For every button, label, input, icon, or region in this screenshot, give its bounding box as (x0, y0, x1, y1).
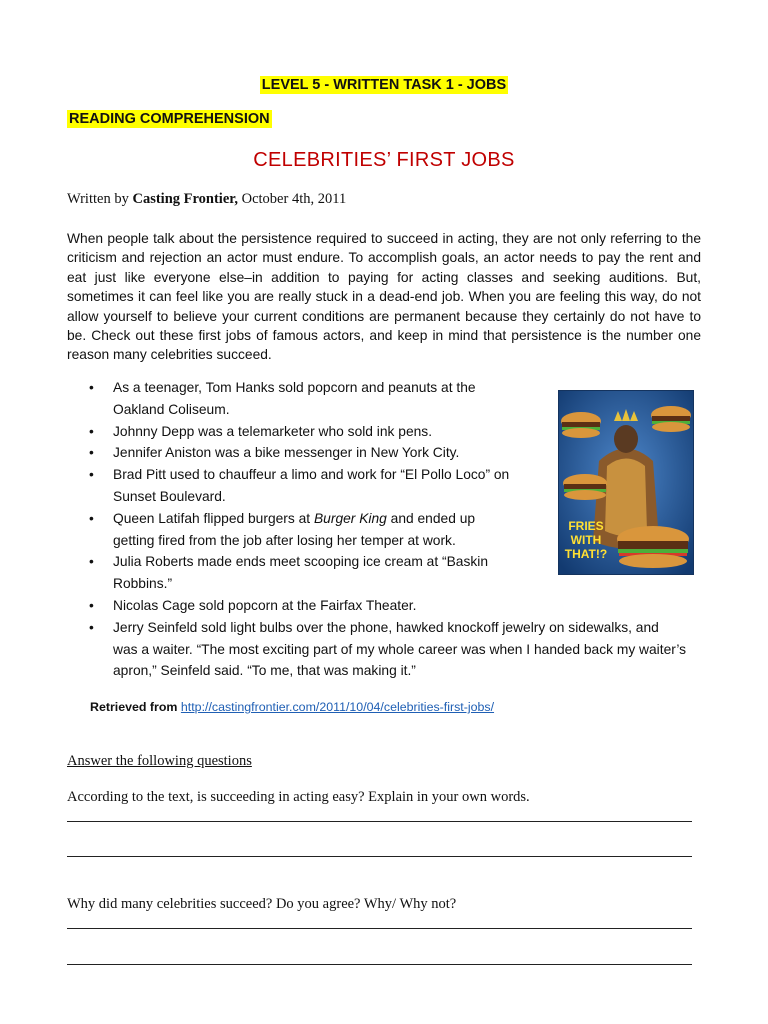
list-item: • Jennifer Aniston was a bike messenger in New York City. (67, 442, 687, 464)
answer-line[interactable] (67, 928, 692, 929)
byline-date: October 4th, 2011 (238, 191, 347, 207)
source-credit (90, 700, 494, 714)
question-1: According to the text, is succeeding in acting easy? Explain in your own words. (67, 789, 530, 805)
bullet-icon: • (89, 423, 94, 439)
bullet-icon: • (89, 554, 94, 570)
burger-ad-image (558, 390, 694, 575)
question-2: Why did many celebrities succeed? Do you agree? Why/ Why not? (67, 896, 457, 912)
intro-paragraph: When people talk about the persistence required to succeed in acting, they are not only referring to the criticism and rejection an actor must endure. To accomplish goals, an actor needs to pay the rent and eat just like everyone else–in addition to paying for acting classes and seeking auditions. But, sometimes it can feel like you are really stuck in a dead-end job. When you are feeling this way, do not allow yourself to believe your current conditions are permanent because they certainly do not have to be. Check out these first jobs of famous actors, and keep in mind that persistence is the number one reason many celebrities succeed. (67, 231, 701, 363)
list-item: • Julia Roberts made ends meet scooping ice cream at “Baskin Robbins.” (67, 551, 687, 595)
bullet-icon: • (89, 445, 94, 461)
bullet-icon: • (89, 510, 94, 526)
answer-line[interactable] (67, 821, 692, 822)
bullet-icon: • (89, 619, 94, 635)
source-label: Retrieved from (90, 700, 181, 714)
page-title: CELEBRITIES’ FIRST JOBS (253, 149, 515, 171)
bullet-icon: • (89, 597, 94, 613)
answer-line[interactable] (67, 856, 692, 857)
source-link[interactable]: http://castingfrontier.com/2011/10/04/celebrities-first-jobs/ (180, 700, 495, 714)
list-item: • Johnny Depp was a telemarketer who sold ink pens. (67, 421, 687, 443)
ad-caption: FRIES WITH THAT!? (564, 519, 608, 561)
bullet-icon: • (89, 380, 94, 395)
burger-icon (561, 412, 601, 438)
byline-prefix: Written by (67, 191, 133, 207)
list-item: • Queen Latifah flipped burgers at Burger King and ended up getting fired from the job after losing her temper at work. (67, 508, 687, 552)
byline (67, 191, 346, 208)
bullet-icon: • (89, 467, 94, 483)
list-item: • Jerry Seinfeld sold light bulbs over the phone, hawked knockoff jewelry on sidewalks, and was a waiter. “The most exciting part of my whole career was when I handed back my waiter’s apron,” Seinfeld said. “To me, that was making it.” (67, 617, 687, 682)
answer-line[interactable] (67, 964, 692, 965)
list-item: • Nicolas Cage sold popcorn at the Fairfax Theater. (67, 595, 687, 617)
questions-heading: Answer the following questions (67, 753, 252, 769)
list-item: • As a teenager, Tom Hanks sold popcorn and peanuts at the Oakland Coliseum. (67, 377, 687, 421)
list-item: • Brad Pitt used to chauffeur a limo and work for “El Pollo Loco” on Sunset Boulevard. (67, 464, 687, 508)
section-heading: READING COMPREHENSION (69, 111, 270, 127)
byline-author: Casting Frontier, (132, 191, 238, 207)
level-heading: LEVEL 5 - WRITTEN TASK 1 - JOBS (261, 77, 507, 93)
